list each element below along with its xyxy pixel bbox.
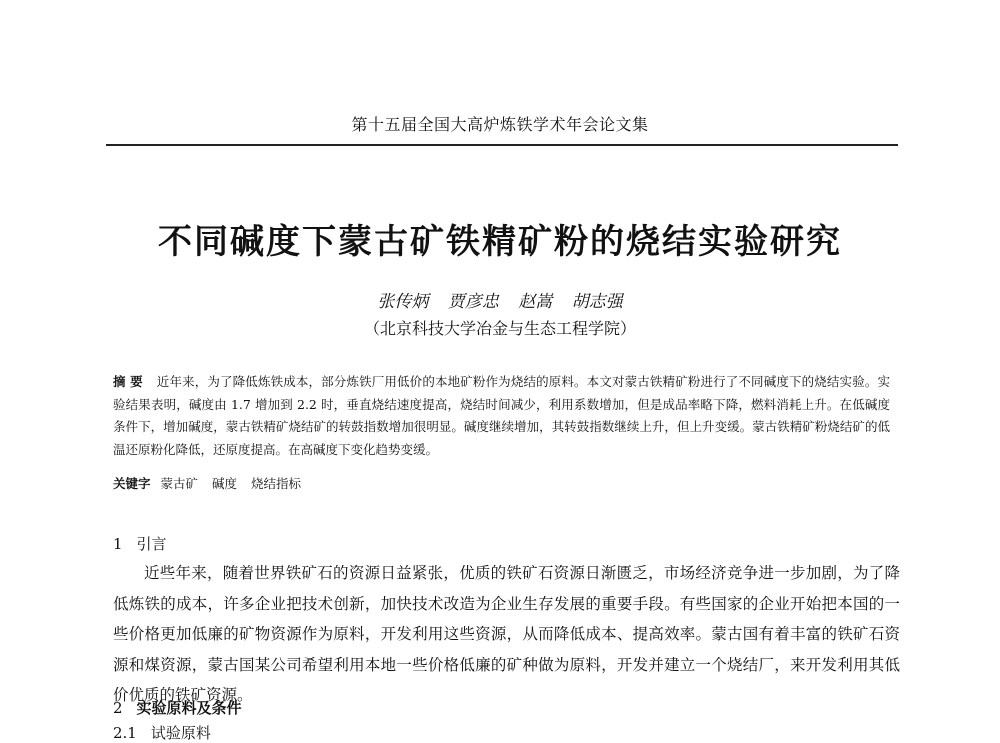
section-1-number: 1 [113,535,123,553]
keywords-values: 蒙古矿 碱度 烧结指标 [160,476,301,491]
paper-title: 不同碱度下蒙古矿铁精矿粉的烧结实验研究 [158,222,842,262]
abstract-label: 摘 要 [113,374,143,389]
section-1-body: 近些年来，随着世界铁矿石的资源日益紧张，优质的铁矿石资源日渐匮乏，市场经济竞争进一步加剧，为了降低炼铁的成本，许多企业把技术创新，加快技术改造为企业生存发展的重要手段。有些国家的企业开始把本国的一些价格更加低廉的矿物资源作为原料，开发利用这些资源，从而降低成本、提高效率。蒙古国有着丰富的铁矿石资源和煤资源，蒙古国某公司希望利用本地一些价格低廉的矿种做为原料，开发并建立一个烧结厂，来开发利用其低价优质的铁矿资源。 [113,564,900,704]
section-1-heading [113,533,167,554]
keywords [113,474,890,492]
section-2-1-heading [113,722,211,743]
paper-affiliation: （北京科技大学冶金与生态工程学院） [363,319,636,338]
section-2-heading [113,697,242,718]
section-2-1-number: 2.1 [113,724,137,742]
section-2-title: 实验原料及条件 [136,699,242,717]
section-2-number: 2 [113,699,123,717]
abstract [113,371,890,461]
header-rule [106,144,898,146]
paper-authors: 张传炳 贾彦忠 赵嵩 胡志强 [377,292,623,312]
abstract-text: 近年来，为了降低炼铁成本，部分炼铁厂用低价的本地矿粉作为烧结的原料。本文对蒙古铁精矿粉进行了不同碱度下的烧结实验。实验结果表明，碱度由 1.7 增加到 2.2 时，垂直烧结速度提高，烧结时间减少，利用系数增加，但是成品率略下降，燃料消耗上升。在低碱度条件下，增加碱度，蒙古铁精矿烧结矿的转鼓指数增加很明显。碱度继续增加，其转鼓指数继续上升，但上升变缓。蒙古铁精矿粉烧结矿的低温还原粉化降低，还原度提高。在高碱度下变化趋势变缓。 [113,374,890,457]
section-2-1-title: 试验原料 [150,724,211,742]
keywords-label: 关键字 [113,476,151,491]
section-1-title: 引言 [136,535,167,553]
running-header: 第十五届全国大高炉炼铁学术年会论文集 [351,115,649,134]
